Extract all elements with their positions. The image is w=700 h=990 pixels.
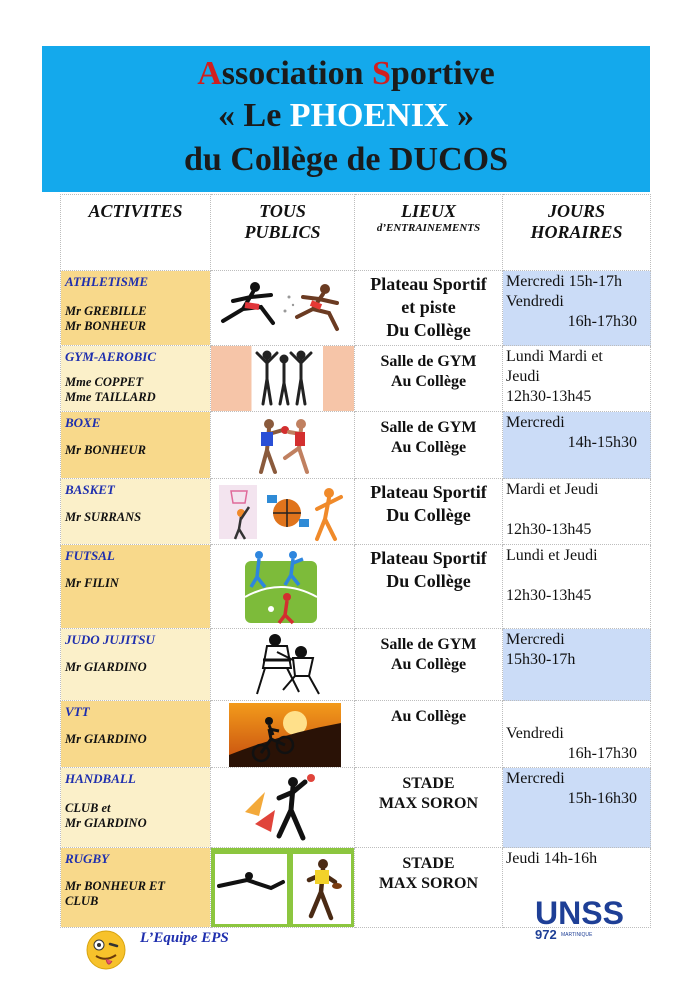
schedule-line: 15h30-17h xyxy=(506,651,576,668)
lieu-cell xyxy=(355,629,503,701)
schedule-line: Mercredi xyxy=(506,770,565,787)
lieu-line: Au Collège xyxy=(390,708,467,725)
schedule-line: 12h30-13h45 xyxy=(506,388,592,405)
coach-name: Mr BONHEUR xyxy=(65,319,146,333)
schedule-cell xyxy=(503,545,651,629)
schedule-line: Lundi Mardi et xyxy=(506,348,603,365)
table-row xyxy=(61,412,651,479)
activity-cell xyxy=(61,629,211,701)
activity-cell xyxy=(61,346,211,412)
lieu-line: Plateau Sportif xyxy=(370,482,487,502)
title-line-1 xyxy=(42,54,650,94)
schedule-cell xyxy=(503,271,651,346)
title-line-2 xyxy=(42,94,650,138)
activity-cell xyxy=(61,768,211,848)
schedule-line: Vendredi xyxy=(506,725,564,742)
coach-name: Mme TAILLARD xyxy=(65,390,156,404)
schedule-line: Lundi et Jeudi xyxy=(506,547,598,564)
schedule-line: Mercredi xyxy=(506,414,565,431)
handball-image xyxy=(211,768,355,848)
futsal-image xyxy=(211,545,355,629)
col-jours-label: JOURS xyxy=(547,201,605,221)
activity-cell xyxy=(61,701,211,768)
col-activites-label: ACTIVITES xyxy=(88,201,183,221)
table-row xyxy=(61,629,651,701)
lieu-cell xyxy=(355,768,503,848)
lieu-cell xyxy=(355,271,503,346)
lieu-line: Au Collège xyxy=(390,439,467,456)
schedule-line: 12h30-13h45 xyxy=(506,521,592,538)
lieu-line: et piste xyxy=(401,297,456,317)
schedule-line: Mercredi 15h-17h xyxy=(506,273,622,290)
coach-name: Mr GREBILLE xyxy=(65,304,147,318)
rugby-image xyxy=(211,848,355,928)
lieu-line: Du Collège xyxy=(386,320,471,340)
unss-logo xyxy=(533,892,653,947)
lieu-line: Salle de GYM xyxy=(380,353,477,370)
activity-name: BASKET xyxy=(65,482,115,497)
table-row xyxy=(61,271,651,346)
activity-name: BOXE xyxy=(65,415,101,430)
schedule-cell xyxy=(503,346,651,412)
title-word-association: ssociation xyxy=(221,55,372,92)
lieu-cell xyxy=(355,479,503,545)
coach-name: Mr SURRANS xyxy=(65,510,142,524)
coach-name: Mr GIARDINO xyxy=(65,732,147,746)
lieu-cell xyxy=(355,412,503,479)
schedule-line: 15h-16h30 xyxy=(567,790,637,807)
table-row xyxy=(61,346,651,412)
basketball-image xyxy=(211,479,355,545)
header-row xyxy=(61,195,651,271)
lieu-line: MAX SORON xyxy=(378,875,479,892)
coach-name: Mr BONHEUR ET xyxy=(65,879,166,893)
schedule-line: Jeudi 14h-16h xyxy=(506,850,598,867)
lieu-line: STADE xyxy=(402,775,455,792)
activity-cell xyxy=(61,479,211,545)
coach-name: CLUB et xyxy=(65,801,111,815)
team-signature: L’Equipe EPS xyxy=(140,930,229,946)
activity-name: FUTSAL xyxy=(65,548,115,563)
schedule-line: Vendredi xyxy=(506,293,564,310)
judo-image xyxy=(211,629,355,701)
lieu-line: Plateau Sportif xyxy=(370,548,487,568)
lieu-line: Du Collège xyxy=(386,571,471,591)
lieu-cell xyxy=(355,545,503,629)
lieu-line: Salle de GYM xyxy=(380,419,477,436)
schedule-cell xyxy=(503,768,651,848)
col-jours xyxy=(503,195,651,271)
col-tous-label: TOUS xyxy=(259,201,306,221)
table-row xyxy=(61,479,651,545)
lieu-line: Du Collège xyxy=(386,505,471,525)
athletics-runners-image xyxy=(211,271,355,346)
activity-name: GYM-AEROBIC xyxy=(65,349,157,364)
schedule-line: 16h-17h30 xyxy=(567,745,637,762)
title-le: « Le xyxy=(218,97,290,134)
table-row xyxy=(61,545,651,629)
lieu-line: Au Collège xyxy=(390,656,467,673)
title-banner xyxy=(42,46,650,192)
col-entrainements-label: d’ENTRAINEMENTS xyxy=(376,222,481,234)
lieu-line: Au Collège xyxy=(390,373,467,390)
coach-name: CLUB xyxy=(65,894,99,908)
title-phoenix: PHOENIX xyxy=(289,97,449,134)
lieu-line: STADE xyxy=(402,855,455,872)
lieu-cell xyxy=(355,346,503,412)
activity-cell xyxy=(61,271,211,346)
activity-name: RUGBY xyxy=(65,851,110,866)
activity-name: ATHLETISME xyxy=(65,274,149,289)
mountain-bike-sunset-image xyxy=(211,701,355,768)
schedule-line: 14h-15h30 xyxy=(567,434,637,451)
gym-aerobic-image xyxy=(211,346,355,412)
activity-name: HANDBALL xyxy=(65,771,136,786)
schedule-line: 12h30-13h45 xyxy=(506,587,592,604)
col-activites xyxy=(61,195,211,271)
col-lieux-label: LIEUX xyxy=(400,201,456,221)
lieu-line: Salle de GYM xyxy=(380,636,477,653)
schedule-line: 16h-17h30 xyxy=(567,313,637,330)
coach-name: Mme COPPET xyxy=(65,375,144,389)
unss-region-text: 972 xyxy=(535,927,557,942)
activity-name: JUDO JUJITSU xyxy=(65,632,155,647)
title-word-sportive: portive xyxy=(390,55,495,92)
col-horaires-label: HORAIRES xyxy=(530,222,623,242)
lieu-cell xyxy=(355,701,503,768)
schedule-table xyxy=(60,194,651,928)
coach-name: Mr BONHEUR xyxy=(65,443,146,457)
lieu-cell xyxy=(355,848,503,928)
schedule-cell xyxy=(503,412,651,479)
activity-cell xyxy=(61,412,211,479)
unss-sub-text: MARTINIQUE xyxy=(561,932,593,938)
schedule-line: Mercredi xyxy=(506,631,565,648)
table-row xyxy=(61,768,651,848)
activity-cell xyxy=(61,848,211,928)
schedule-line: Jeudi xyxy=(506,368,540,385)
coach-name: Mr FILIN xyxy=(65,576,119,590)
activity-name: VTT xyxy=(65,704,90,719)
schedule-cell xyxy=(503,701,651,768)
unss-logo-text: UNSS xyxy=(535,895,624,931)
title-line-3: du Collège de DUCOS xyxy=(184,141,508,178)
title-letter-a: A xyxy=(197,55,222,92)
coach-name: Mr GIARDINO xyxy=(65,660,147,674)
lieu-line: Plateau Sportif xyxy=(370,274,487,294)
col-lieux xyxy=(355,195,503,271)
schedule-line: Mardi et Jeudi xyxy=(506,481,599,498)
activity-cell xyxy=(61,545,211,629)
lieu-line: MAX SORON xyxy=(378,795,479,812)
schedule-cell xyxy=(503,479,651,545)
table-row xyxy=(61,701,651,768)
coach-name: Mr GIARDINO xyxy=(65,816,147,830)
boxing-image xyxy=(211,412,355,479)
smiley-emoji-icon xyxy=(84,928,128,977)
col-publics-label: PUBLICS xyxy=(244,222,321,242)
title-close-quote: » xyxy=(448,97,474,134)
title-letter-s: S xyxy=(371,55,391,92)
schedule-cell xyxy=(503,629,651,701)
col-publics xyxy=(211,195,355,271)
